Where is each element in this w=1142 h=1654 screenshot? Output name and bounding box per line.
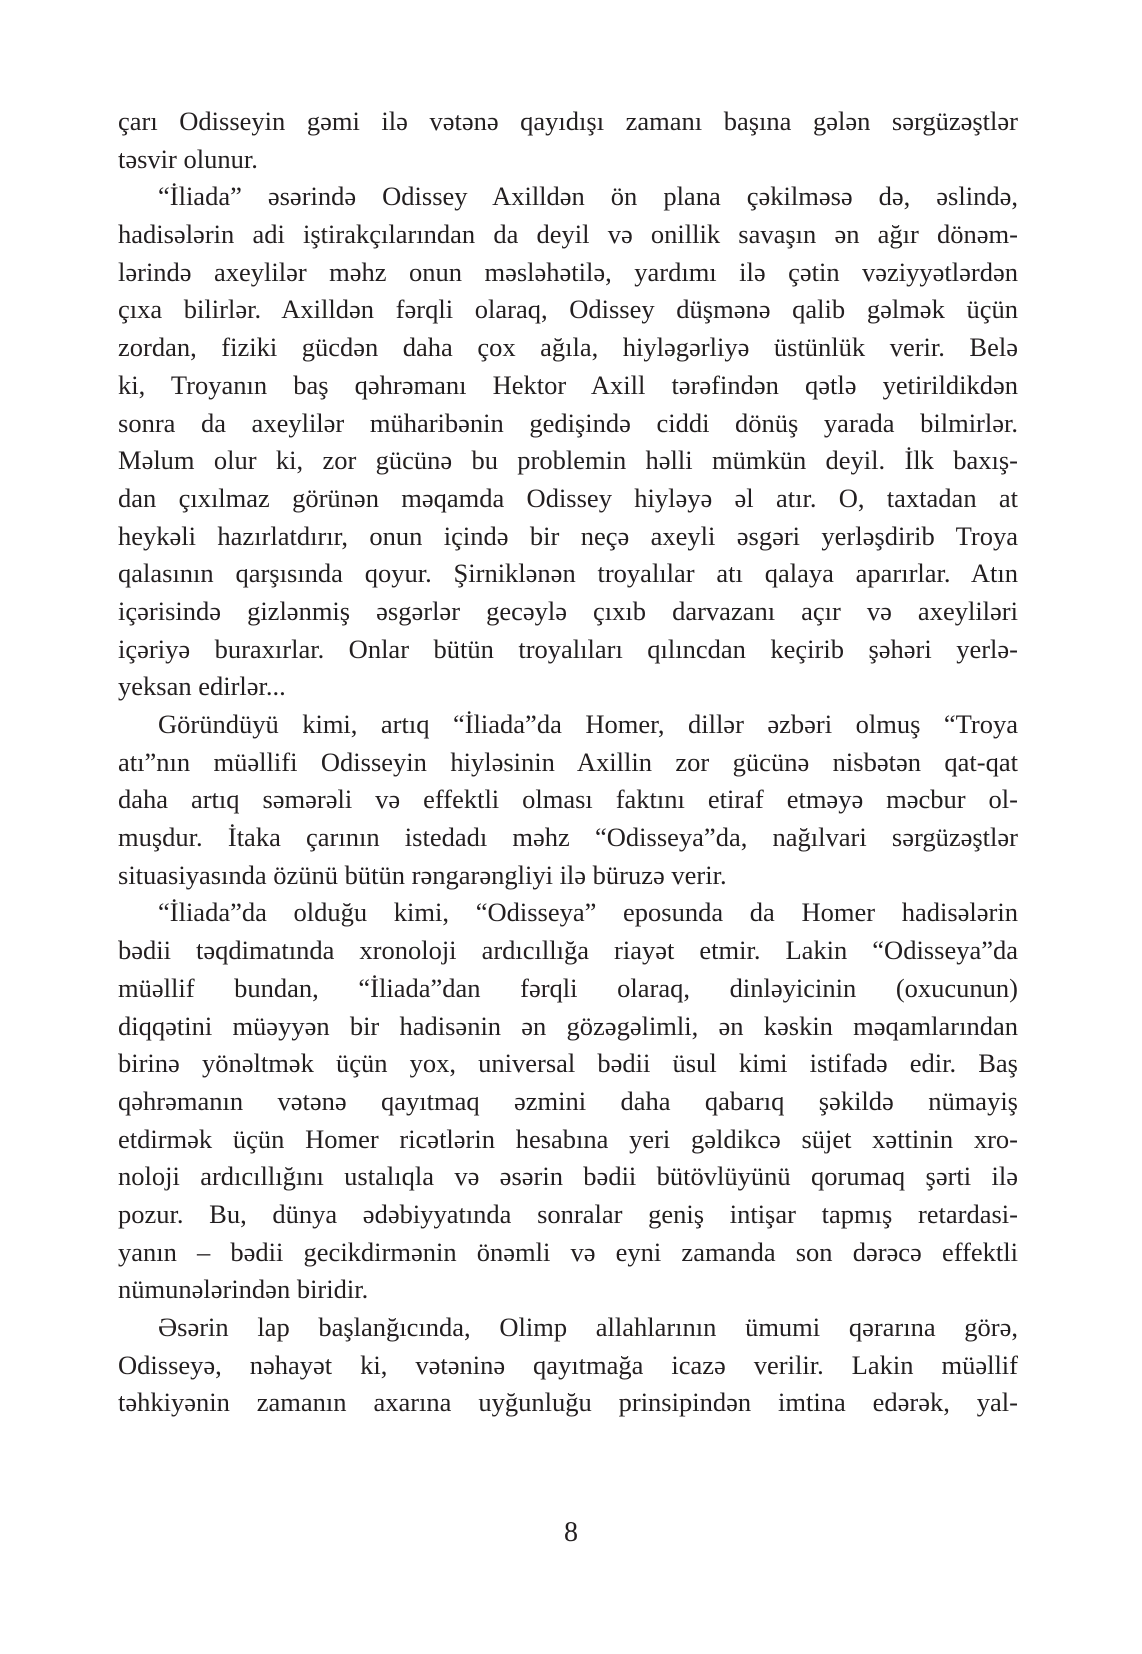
text-line: çarı Odisseyin gəmi ilə vətənə qayıdışı zamanı başına gələn sərgüzəştlər bbox=[118, 106, 1018, 136]
text-line: qalasının qarşısında qoyur. Şirniklənən troyalılar atı qalaya aparırlar. Atın bbox=[118, 558, 1018, 589]
text-line: muşdur. İtaka çarının istedadı məhz “Odisseya”da, nağılvari sərgüzəştlər bbox=[118, 822, 1018, 853]
text-line: Məlum olur ki, zor gücünə bu problemin həlli mümkün deyil. İlk baxış- bbox=[118, 445, 1018, 476]
text-line: təsvir olunur. bbox=[118, 143, 258, 174]
text-line: heykəli hazırlatdırır, onun içində bir neçə axeyli əsgəri yerləşdirib Troya bbox=[118, 520, 1018, 551]
text-line: içəriyə buraxırlar. Onlar bütün troyalıları qılıncdan keçirib şəhəri yerlə- bbox=[118, 633, 1018, 664]
text-line: yeksan edirlər... bbox=[118, 671, 286, 702]
text-line: birinə yönəltmək üçün yox, universal bədii üsul kimi istifadə edir. Baş bbox=[118, 1048, 1018, 1079]
text-line: ki, Troyanın baş qəhrəmanı Hektor Axill tərəfindən qətlə yetirildikdən bbox=[118, 369, 1018, 400]
text-line: diqqətini müəyyən bir hadisənin ən gözəgəlimli, ən kəskin məqamlarından bbox=[118, 1010, 1018, 1041]
text-line: müəllif bundan, “İliada”dan fərqli olaraq, dinləyicinin (oxucunun) bbox=[118, 972, 1018, 1003]
text-line: təhkiyənin zamanın axarına uyğunluğu prinsipindən imtina edərək, yal- bbox=[118, 1387, 1018, 1418]
text-line: qəhrəmanın vətənə qayıtmaq əzmini daha qabarıq şəkildə nümayiş bbox=[118, 1085, 1018, 1116]
text-line: daha artıq səmərəli və effektli olması faktını etiraf etməyə məcbur ol- bbox=[118, 784, 1018, 815]
text-line: sonra da axeylilər müharibənin gedişində ciddi dönüş yarada bilmirlər. bbox=[118, 407, 1018, 438]
text-line: lərində axeylilər məhz onun məsləhətilə, yardımı ilə çətin vəziyyətlərdən bbox=[118, 256, 1018, 287]
text-line: Göründüyü kimi, artıq “İliada”da Homer, dillər əzbəri olmuş “Troya bbox=[158, 709, 1018, 739]
text-line: etdirmək üçün Homer ricətlərin hesabına yeri gəldikcə süjet xəttinin xro- bbox=[118, 1123, 1018, 1154]
text-line: situasiyasında özünü bütün rəngarəngliyi ilə büruzə verir. bbox=[118, 859, 727, 890]
text-line: zordan, fiziki gücdən daha çox ağıla, hiyləgərliyə üstünlük verir. Belə bbox=[118, 332, 1018, 363]
text-line: Odisseyə, nəhayət ki, vətəninə qayıtmağa icazə verilir. Lakin müəllif bbox=[118, 1349, 1018, 1380]
text-line: atı”nın müəllifi Odisseyin hiyləsinin Axillin zor gücünə nisbətən qat-qat bbox=[118, 746, 1018, 777]
text-line: pozur. Bu, dünya ədəbiyyatında sonralar geniş intişar tapmış retardasi- bbox=[118, 1198, 1018, 1229]
text-line: çıxa bilirlər. Axilldən fərqli olaraq, Odissey düşmənə qalib gəlmək üçün bbox=[118, 294, 1018, 325]
text-line: Əsərin lap başlanğıcında, Olimp allahlarının ümumi qərarına görə, bbox=[158, 1312, 1018, 1342]
text-line: nümunələrindən biridir. bbox=[118, 1274, 369, 1305]
page-body-text bbox=[118, 103, 1018, 1422]
text-line: yanın – bədii gecikdirmənin önəmli və eyni zamanda son dərəcə effektli bbox=[118, 1236, 1018, 1267]
page-number: 8 bbox=[564, 1517, 578, 1548]
text-line: “İliada”da olduğu kimi, “Odisseya” eposunda da Homer hadisələrin bbox=[158, 897, 1018, 928]
text-line: dan çıxılmaz görünən məqamda Odissey hiyləyə əl atır. O, taxtadan at bbox=[118, 482, 1018, 513]
text-line: içərisində gizlənmiş əsgərlər gecəylə çıxıb darvazanı açır və axeyliləri bbox=[118, 595, 1018, 626]
text-line: hadisələrin adi iştirakçılarından da deyil və onillik savaşın ən ağır dönəm- bbox=[118, 219, 1018, 250]
text-line: noloji ardıcıllığını ustalıqla və əsərin bədii bütövlüyünü qorumaq şərti ilə bbox=[118, 1161, 1018, 1192]
text-line: bədii təqdimatında xronoloji ardıcıllığa riayət etmir. Lakin “Odisseya”da bbox=[118, 935, 1018, 966]
text-line: “İliada” əsərində Odissey Axilldən ön plana çəkilməsə də, əslində, bbox=[158, 181, 1018, 212]
